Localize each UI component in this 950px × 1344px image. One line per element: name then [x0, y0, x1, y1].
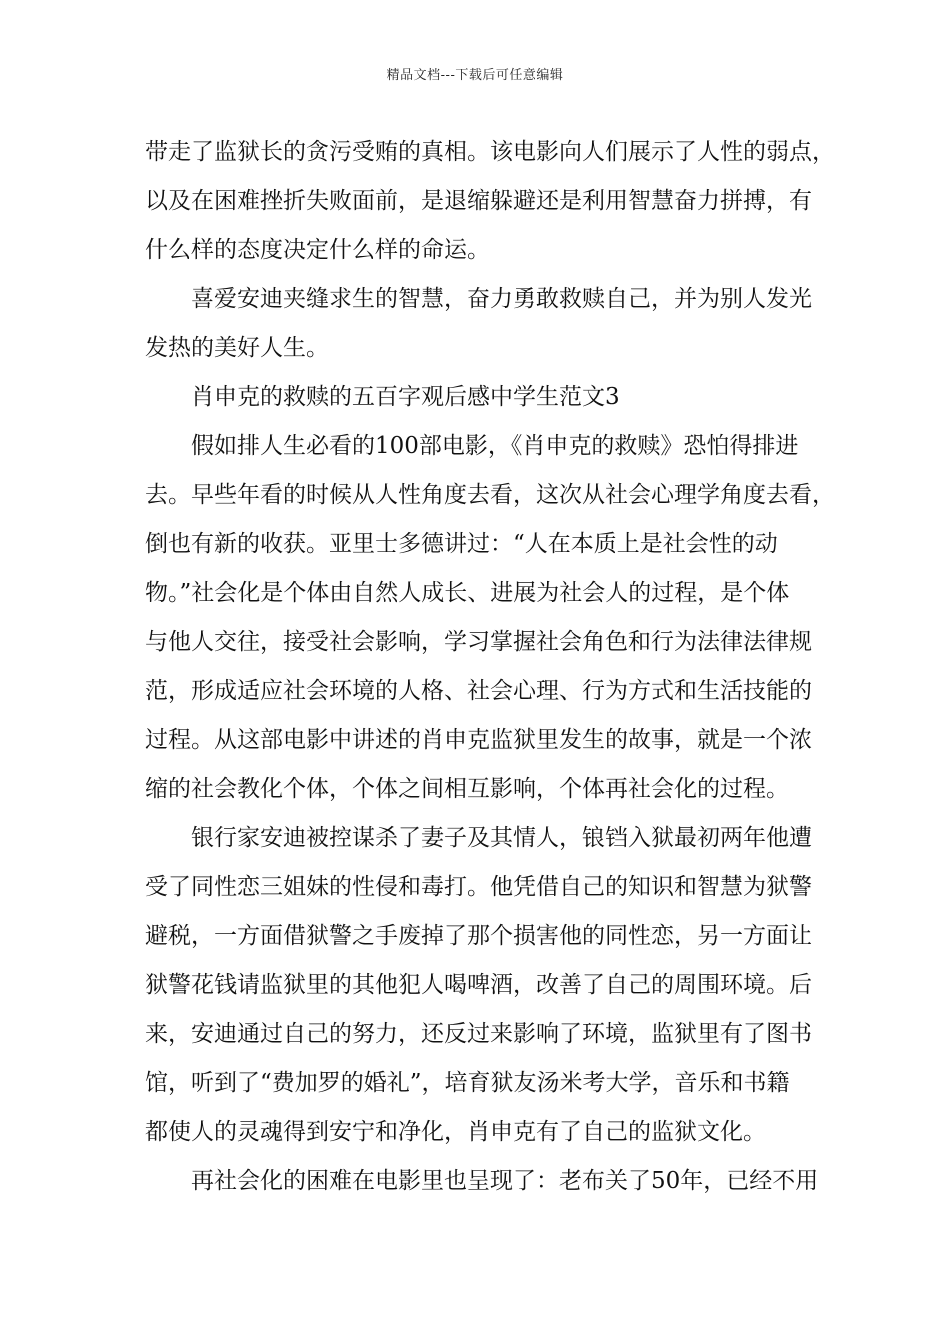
text-line: 物。”社会化是个体由自然人成长、进展为社会人的过程，是个体 [145, 580, 790, 606]
text-line: 狱警花钱请监狱里的其他犯人喝啤酒，改善了自己的周围环境。后 [145, 972, 812, 998]
text-line: 都使人的灵魂得到安宁和净化，肖申克有了自己的监狱文化。 [145, 1119, 766, 1145]
text-line: 避税，一方面借狱警之手废掉了那个损害他的同性恋，另一方面让 [145, 923, 812, 949]
text-line: 带走了监狱长的贪污受贿的真相。该电影向人们展示了人性的弱点， [145, 139, 835, 165]
text-line: 发热的美好人生。 [145, 335, 329, 361]
text-line: 缩的社会教化个体，个体之间相互影响，个体再社会化的过程。 [145, 776, 789, 802]
text-line: 倒也有新的收获。亚里士多德讲过：“人在本质上是社会性的动 [145, 531, 778, 557]
text-line: 假如排人生必看的100部电影，《肖申克的救赎》恐怕得排进 [191, 433, 799, 459]
text-line: 银行家安迪被控谋杀了妻子及其情人，锒铛入狱最初两年他遭 [191, 825, 812, 851]
body-text [145, 128, 835, 1206]
text-line: 什么样的态度决定什么样的命运。 [145, 237, 490, 263]
text-line: 过程。从这部电影中讲述的肖申克监狱里发生的故事，就是一个浓 [145, 727, 812, 753]
text-line: 与他人交往，接受社会影响，学习掌握社会角色和行为法律法律规 [145, 629, 812, 655]
text-line: 以及在困难挫折失败面前，是退缩躲避还是利用智慧奋力拼搏，有 [145, 188, 812, 214]
text-line: 馆，听到了“费加罗的婚礼”，培育狱友汤米考大学，音乐和书籍 [145, 1070, 790, 1096]
text-line: 肖申克的救赎的五百字观后感中学生范文3 [191, 384, 620, 410]
text-line: 再社会化的困难在电影里也呈现了：老布关了50年，已经不用 [191, 1168, 819, 1194]
text-line: 喜爱安迪夹缝求生的智慧，奋力勇敢救赎自己，并为别人发光 [191, 286, 812, 312]
text-line: 范，形成适应社会环境的人格、社会心理、行为方式和生活技能的 [145, 678, 812, 704]
text-line: 去。早些年看的时候从人性角度去看，这次从社会心理学角度去看， [145, 482, 835, 508]
text-line: 受了同性恋三姐妹的性侵和毒打。他凭借自己的知识和智慧为狱警 [145, 874, 812, 900]
text-line: 来，安迪通过自己的努力，还反过来影响了环境，监狱里有了图书 [145, 1021, 812, 1047]
page-header: 精品文档---下载后可任意编辑 [386, 68, 564, 83]
